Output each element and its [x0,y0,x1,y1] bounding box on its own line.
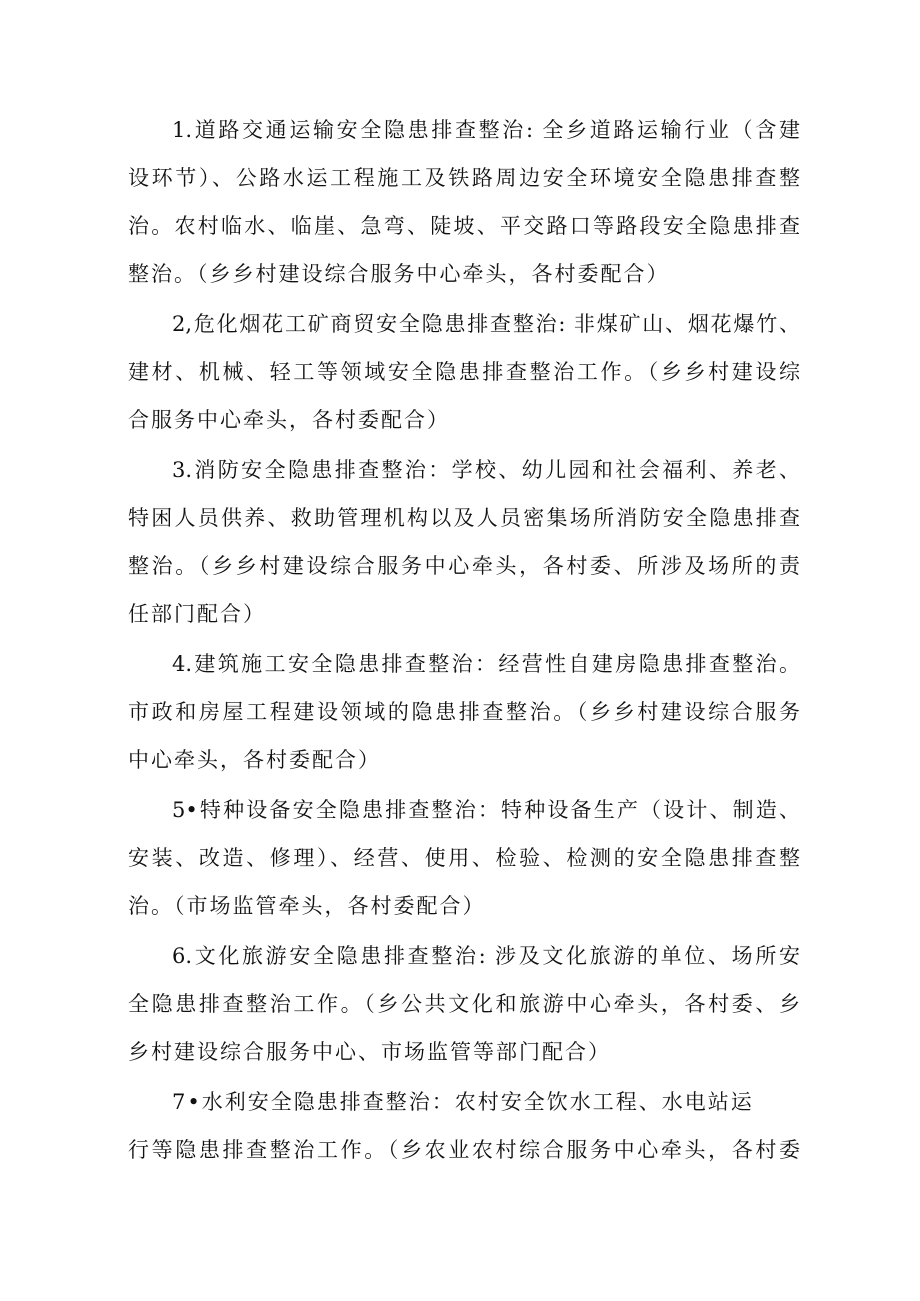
paragraph-line: 设环节）、公路水运工程施工及铁路周边安全环境安全隐患排查整 [128,166,800,190]
paragraph-line: 6.文化旅游安全隐患排查整治: 涉及文化旅游的单位、场所安 [172,944,800,968]
paragraph-construction [128,640,800,784]
paragraph-line: 特困人员供养、救助管理机构以及人员密集场所消防安全隐患排查 [128,506,800,530]
paragraph-line: 治。（市场监管牵头，各村委配合） [128,894,486,918]
paragraph-line: 治。农村临水、临崖、急弯、陡坡、平交路口等路段安全隐患排查 [128,214,800,238]
paragraph-line: 乡村建设综合服务中心、市场监管等部门配合） [128,1040,611,1064]
paragraph-special-equipment [128,786,800,930]
paragraph-line: 整治。（乡乡村建设综合服务中心牵头，各村委配合） [128,262,670,286]
paragraph-line: 中心牵头，各村委配合） [128,748,381,772]
paragraph-line: 安装、改造、修理）、经营、使用、检验、检测的安全隐患排查整 [128,846,800,870]
paragraph-line: 3.消防安全隐患排查整治：学校、幼儿园和社会福利、养老、 [172,458,800,482]
paragraph-line: 全隐患排查整治工作。（乡公共文化和旅游中心牵头，各村委、乡 [128,992,800,1016]
paragraph-line: 合服务中心牵头，各村委配合） [128,408,450,432]
paragraph-road-traffic [128,106,800,298]
paragraph-line: 2,危化烟花工矿商贸安全隐患排查整治: 非煤矿山、烟花爆竹、 [172,312,800,336]
paragraph-line: 行等隐患排查整治工作。（乡农业农村综合服务中心牵头，各村委 [128,1138,800,1162]
paragraph-line: 整治。（乡乡村建设综合服务中心牵头，各村委、所涉及场所的责 [128,554,800,578]
paragraph-line: 市政和房屋工程建设领域的隐患排查整治。（乡乡村建设综合服务 [128,700,800,724]
paragraph-line: 任部门配合） [128,602,266,626]
document-page [128,106,800,1176]
paragraph-culture-tourism [128,932,800,1076]
paragraph-line: 4.建筑施工安全隐患排查整治：经营性自建房隐患排查整治。 [172,652,800,676]
paragraph-line: 建材、机械、轻工等领域安全隐患排查整治工作。（乡乡村建设综 [128,360,800,384]
paragraph-water-conservancy [128,1078,800,1174]
paragraph-line: 7•水利安全隐患排查整治：农村安全饮水工程、水电站运 [172,1090,754,1114]
paragraph-line: 1.道路交通运输安全隐患排查整治: 全乡道路运输行业（含建 [172,118,800,142]
paragraph-line: 5•特种设备安全隐患排查整治：特种设备生产（设计、制造、 [172,798,800,822]
paragraph-fire-safety [128,446,800,638]
paragraph-hazardous-chemicals [128,300,800,444]
